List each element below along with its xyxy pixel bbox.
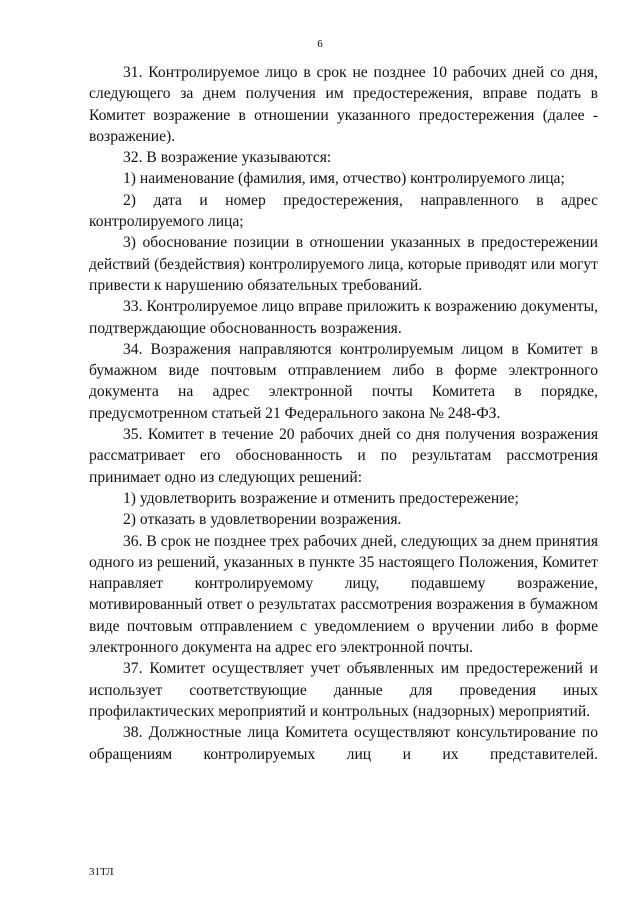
- paragraph-35-item-2: 2) отказать в удовлетворении возражения.: [123, 511, 402, 529]
- document-body: [89, 62, 598, 765]
- paragraph-32-item-1: 1) наименование (фамилия, имя, отчество) контролируемого лица;: [123, 170, 565, 188]
- paragraph-35-item-1: 1) удовлетворить возражение и отменить предостережение;: [123, 489, 519, 507]
- paragraph-35: 35. Комитет в течение 20 рабочих дней со дня получения возражения рассматривает его обоснованность и по результатам рассмотрения принимает одно из следующих решений:: [89, 426, 598, 486]
- paragraph-32: 32. В возражение указываются:: [123, 149, 332, 167]
- paragraph-32-item-3: 3) обоснование позиции в отношении указанных в предостережении действий (бездействия) контролируемого лица, которые приводят или могут привести к нарушению обязательных требований.: [89, 234, 598, 294]
- paragraph-36: 36. В срок не позднее трех рабочих дней, следующих за днем принятия одного из решений, указанных в пункте 35 настоящего Положения, Комитет направляет контролируемому лицу, подавшему возражение, мотивированный ответ о результатах рассмотрения возражения в бумажном виде почтовым отправлением с уведомлением о вручении либо в форме электронного документа на адрес его электронной почты.: [89, 532, 598, 657]
- paragraph-33: 33. Контролируемое лицо вправе приложить к возражению документы, подтверждающие обоснованность возражения.: [89, 298, 598, 337]
- page-number: 6: [317, 38, 323, 50]
- paragraph-37: 37. Комитет осуществляет учет объявленных им предостережений и использует соответствующие данные для проведения иных профилактических мероприятий и контрольных (надзорных) мероприятий.: [89, 660, 598, 720]
- footer-code: 31ТЛ: [89, 866, 114, 878]
- paragraph-34: 34. Возражения направляются контролируемым лицом в Комитет в бумажном виде почтовым отправлением либо в форме электронного документа на адрес электронной почты Комитета в порядке, предусмотренном статьей 21 Федерального закона № 248-ФЗ.: [89, 340, 598, 422]
- paragraph-32-item-2: 2) дата и номер предостережения, направленного в адрес контролируемого лица;: [89, 191, 598, 231]
- paragraph-31: 31. Контролируемое лицо в срок не позднее 10 рабочих дней со дня, следующего за днем получения им предостережения, вправе подать в Комитет возражение в отношении указанного предостережения (далее - возражение).: [89, 64, 598, 145]
- paragraph-38: 38. Должностные лица Комитета осуществляют консультирование по обращениям контролируемых лиц и их представителей.: [89, 724, 598, 763]
